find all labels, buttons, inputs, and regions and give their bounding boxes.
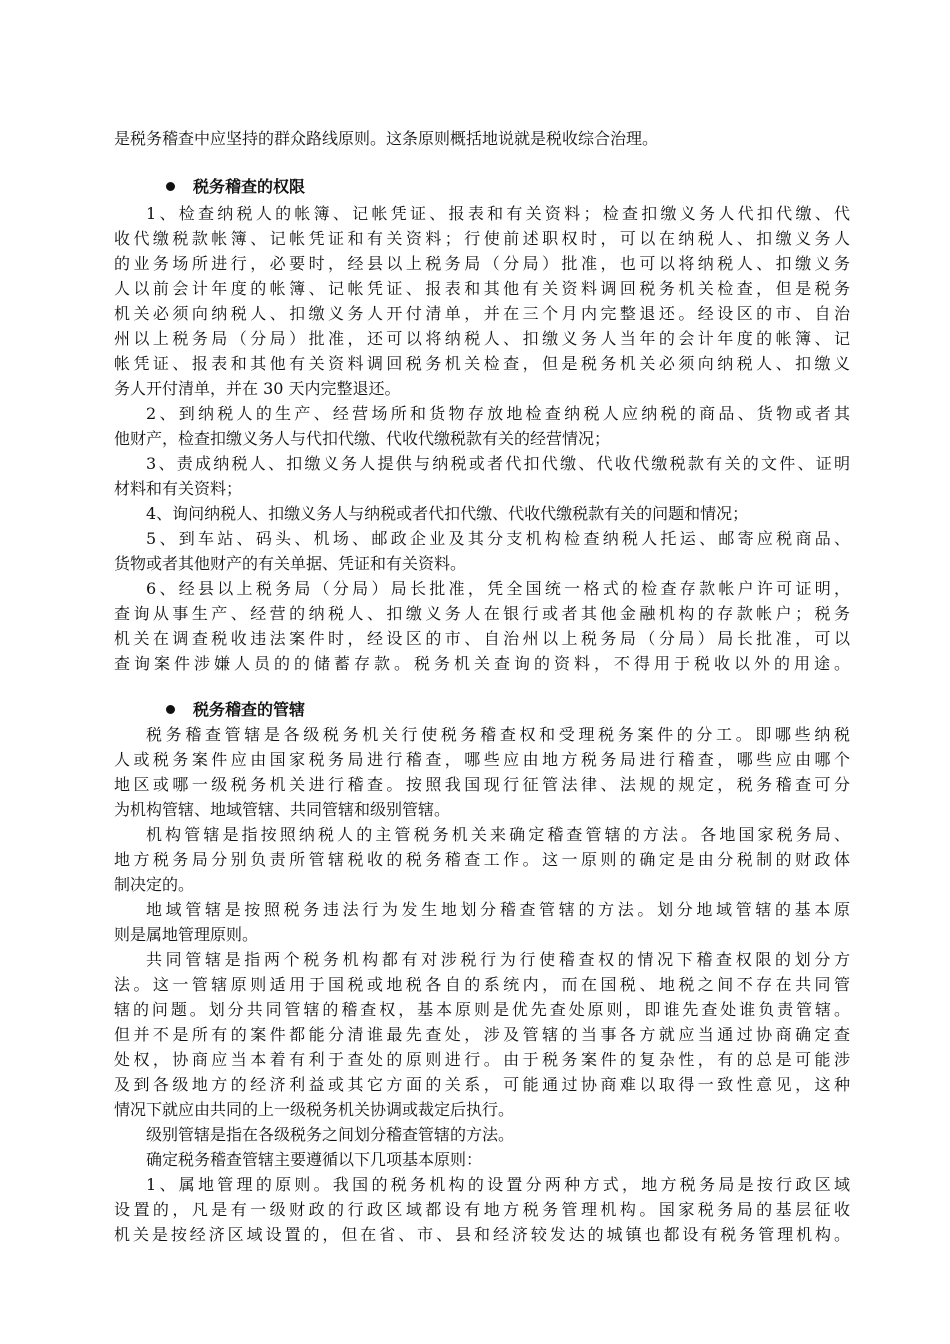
intro-text: 是税务稽查中应坚持的群众路线原则。这条原则概括地说就是税收综合治理。 — [114, 129, 659, 148]
paragraph-line: 地方税务局分别负责所管辖税收的税务稽查工作。这一原则的确定是由分税制的财政体 — [114, 850, 850, 869]
paragraph-line: 级别管辖是指在各级税务之间划分稽查管辖的方法。 — [146, 1125, 515, 1144]
paragraph-line: 但并不是所有的案件都能分清谁最先查处，涉及管辖的当事各方就应当通过协商确定查 — [114, 1025, 850, 1044]
paragraph-line: 制决定的。 — [114, 875, 195, 894]
paragraph-line: 货物或者其他财产的有关单据、凭证和有关资料。 — [114, 554, 467, 573]
paragraph-line: 共同管辖是指两个税务机构都有对涉税行为行使稽查权的情况下稽查权限的划分方 — [146, 950, 850, 969]
section-heading-text: 税务稽查的权限 — [193, 177, 306, 196]
paragraph-line: 4、询问纳税人、扣缴义务人与纳税或者代扣代缴、代收代缴税款有关的问题和情况； — [146, 504, 749, 523]
section-heading-jurisdiction — [166, 697, 305, 722]
paragraph-line: 州以上税务局（分局）批准，还可以将纳税人、扣缴义务人当年的会计年度的帐簿、记 — [114, 329, 850, 348]
paragraph-line: 人或税务案件应由国家税务局进行稽查，哪些应由地方税务局进行稽查，哪些应由哪个 — [114, 750, 850, 769]
paragraph-line: 地区或哪一级税务机关进行稽查。按照我国现行征管法律、法规的规定，税务稽查可分 — [114, 775, 850, 794]
paragraph-line: 确定税务稽查管辖主要遵循以下几项基本原则： — [146, 1150, 483, 1169]
paragraph-line: 法。这一管辖原则适用于国税或地税各自的系统内，而在国税、地税之间不存在共同管 — [114, 975, 850, 994]
paragraph-line: 的业务场所进行，必要时，经县以上税务局（分局）批准，也可以将纳税人、扣缴义务 — [114, 254, 850, 273]
paragraph-line: 他财产，检查扣缴义务人与代扣代缴、代收代缴税款有关的经营情况； — [114, 429, 611, 448]
paragraph-line: 收代缴税款帐簿、记帐凭证和有关资料；行使前述职权时，可以在纳税人、扣缴义务人 — [114, 229, 850, 248]
paragraph-line: 查询从事生产、经营的纳税人、扣缴义务人在银行或者其他金融机构的存款帐户；税务 — [114, 604, 850, 623]
paragraph-line: 1、检查纳税人的帐簿、记帐凭证、报表和有关资料；检查扣缴义务人代扣代缴、代 — [146, 204, 850, 223]
paragraph-line: 设置的，凡是有一级财政的行政区域都设有地方税务管理机构。国家税务局的基层征收 — [114, 1200, 850, 1219]
paragraph-line: 3、责成纳税人、扣缴义务人提供与纳税或者代扣代缴、代收代缴税款有关的文件、证明 — [146, 454, 850, 473]
paragraph-line: 查询案件涉嫌人员的的储蓄存款。税务机关查询的资料，不得用于税收以外的用途。 — [114, 654, 850, 673]
section-heading-text: 税务稽查的管辖 — [193, 700, 306, 719]
paragraph-line: 材料和有关资料； — [114, 479, 243, 498]
paragraph-line: 机构管辖是指按照纳税人的主管税务机关来确定稽查管辖的方法。各地国家税务局、 — [146, 825, 850, 844]
paragraph-line: 机关在调查税收违法案件时，经设区的市、自治州以上税务局（分局）局长批准，可以 — [114, 629, 850, 648]
paragraph-line: 辖的问题。划分共同管辖的稽查权，基本原则是优先查处原则，即谁先查处谁负责管辖。 — [114, 1000, 850, 1019]
paragraph-line: 税务稽查管辖是各级税务机关行使税务稽查权和受理税务案件的分工。即哪些纳税 — [146, 725, 850, 744]
paragraph-line: 及到各级地方的经济利益或其它方面的关系，可能通过协商难以取得一致性意见，这种 — [114, 1075, 850, 1094]
paragraph-line: 则是属地管理原则。 — [114, 925, 259, 944]
paragraph-line: 人以前会计年度的帐簿、记帐凭证、报表和其他有关资料调回税务机关检查，但是税务 — [114, 279, 850, 298]
paragraph-line: 1、属地管理的原则。我国的税务机构的设置分两种方式，地方税务局是按行政区域 — [146, 1175, 850, 1194]
paragraph-line: 2、到纳税人的生产、经营场所和货物存放地检查纳税人应纳税的商品、货物或者其 — [146, 404, 850, 423]
paragraph-line: 为机构管辖、地域管辖、共同管辖和级别管辖。 — [114, 800, 451, 819]
paragraph-line: 处权，协商应当本着有利于查处的原则进行。由于税务案件的复杂性，有的总是可能涉 — [114, 1050, 850, 1069]
paragraph-line: 机关是按经济区域设置的，但在省、市、县和经济较发达的城镇也都设有税务管理机构。 — [114, 1225, 850, 1244]
bullet-icon — [166, 182, 175, 191]
paragraph-line: 帐凭证、报表和其他有关资料调回税务机关检查，但是税务机关必须向纳税人、扣缴义 — [114, 354, 850, 373]
paragraph-line: 5、到车站、码头、机场、邮政企业及其分支机构检查纳税人托运、邮寄应税商品、 — [146, 529, 850, 548]
paragraph-line: 机关必须向纳税人、扣缴义务人开付清单，并在三个月内完整退还。经设区的市、自治 — [114, 304, 850, 323]
bullet-icon — [166, 705, 175, 714]
paragraph-line: 6、经县以上税务局（分局）局长批准，凭全国统一格式的检查存款帐户许可证明， — [146, 579, 850, 598]
paragraph-line: 情况下就应由共同的上一级税务机关协调或裁定后执行。 — [114, 1100, 515, 1119]
section-heading-authority — [166, 174, 305, 199]
paragraph-line: 地域管辖是按照税务违法行为发生地划分稽查管辖的方法。划分地域管辖的基本原 — [146, 900, 850, 919]
paragraph-line: 务人开付清单，并在 30 天内完整退还。 — [114, 379, 401, 398]
